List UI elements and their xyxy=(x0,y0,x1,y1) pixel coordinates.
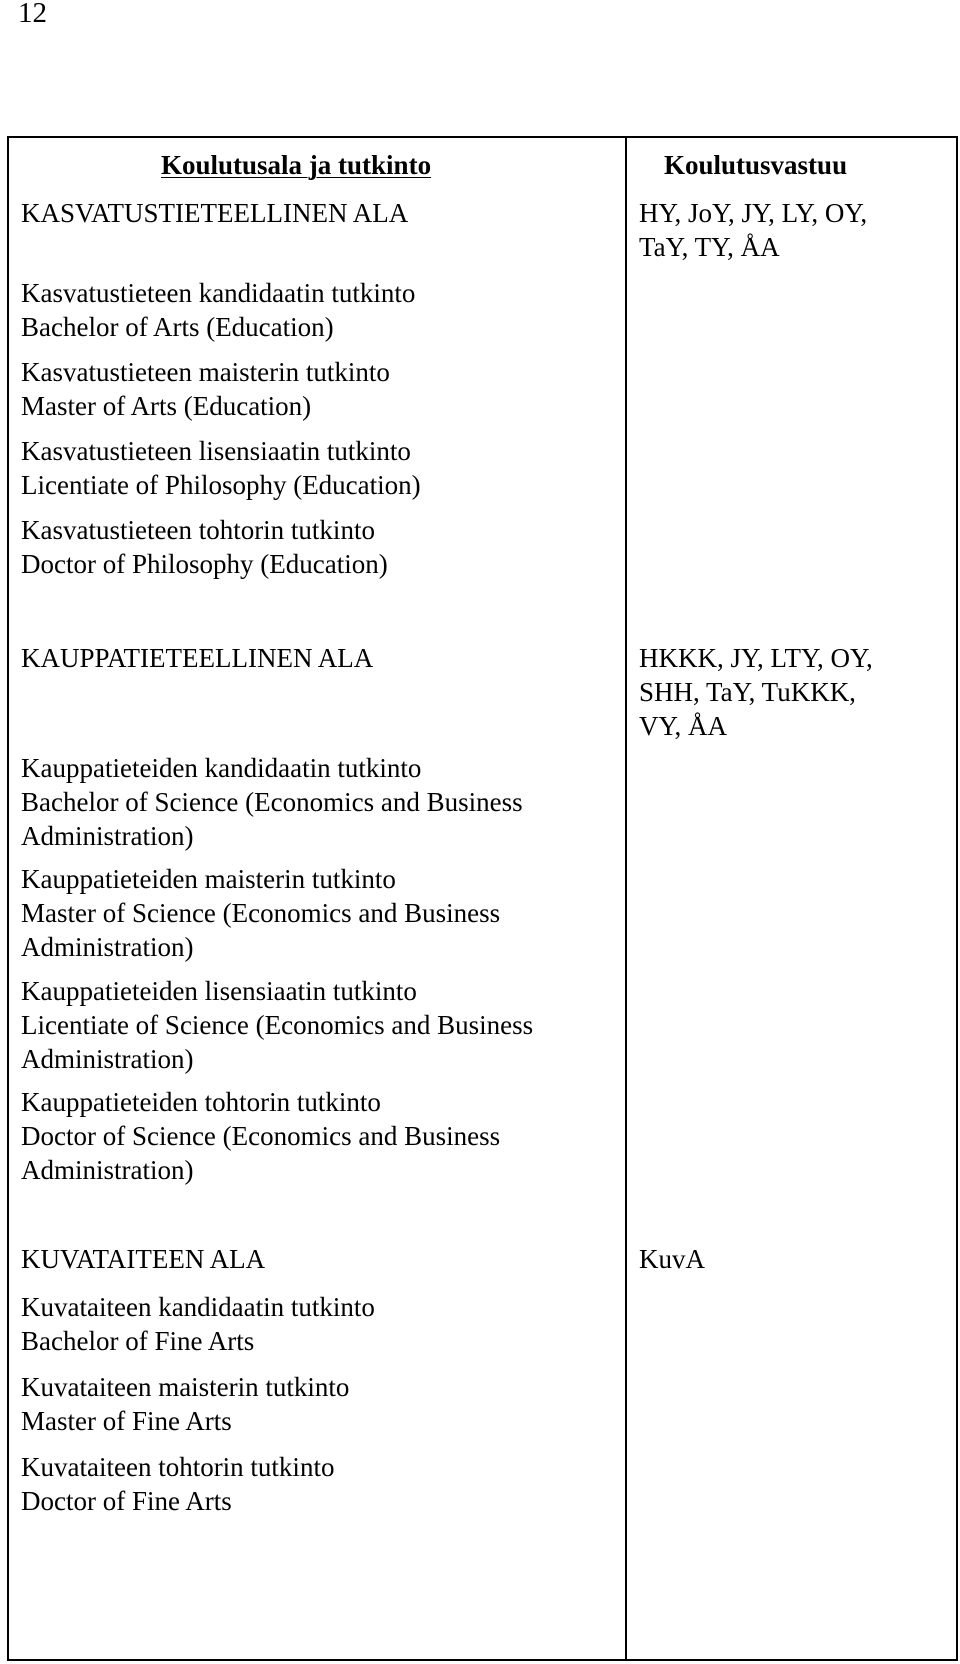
degree-entry xyxy=(21,355,390,423)
degree-en: Administration) xyxy=(21,1044,194,1074)
degree-fi: Kasvatustieteen kandidaatin tutkinto xyxy=(21,278,416,308)
degree-en: Administration) xyxy=(21,1155,194,1185)
degree-entry xyxy=(21,751,523,853)
header-responsibility: Koulutusvastuu xyxy=(664,150,848,180)
degree-en: Master of Fine Arts xyxy=(21,1406,232,1436)
degree-entry xyxy=(21,1290,375,1358)
degree-entry xyxy=(21,513,388,581)
section-title-kasvatus: KASVATUSTIETEELLINEN ALA xyxy=(21,198,409,228)
degree-entry xyxy=(21,862,500,964)
responsibility-kasvatus xyxy=(639,196,867,264)
degree-en: Licentiate of Science (Economics and Business xyxy=(21,1010,534,1040)
responsibility-line: VY, ÅA xyxy=(639,711,728,741)
degree-entry xyxy=(21,1085,500,1187)
degree-fi: Kuvataiteen maisterin tutkinto xyxy=(21,1372,350,1402)
section-title-kauppa: KAUPPATIETEELLINEN ALA xyxy=(21,643,374,673)
degree-en: Doctor of Fine Arts xyxy=(21,1486,232,1516)
degree-en: Bachelor of Fine Arts xyxy=(21,1326,255,1356)
degree-fi: Kauppatieteiden kandidaatin tutkinto xyxy=(21,753,422,783)
responsibility-kauppa xyxy=(639,641,873,743)
page-number: 12 xyxy=(18,0,47,29)
responsibility-line: KuvA xyxy=(639,1244,705,1274)
degree-fi: Kauppatieteiden maisterin tutkinto xyxy=(21,864,396,894)
degree-fi: Kauppatieteiden tohtorin tutkinto xyxy=(21,1087,381,1117)
degree-en: Master of Science (Economics and Business xyxy=(21,898,501,928)
degree-en: Master of Arts (Education) xyxy=(21,391,312,421)
degree-en: Administration) xyxy=(21,821,194,851)
degree-en: Bachelor of Arts (Education) xyxy=(21,312,334,342)
degree-entry xyxy=(21,276,415,344)
degree-fi: Kuvataiteen kandidaatin tutkinto xyxy=(21,1292,375,1322)
section-title-kuvataide: KUVATAITEEN ALA xyxy=(21,1244,266,1274)
degree-entry xyxy=(21,434,421,502)
responsibility-line: SHH, TaY, TuKKK, xyxy=(639,677,856,707)
responsibility-kuvataide xyxy=(639,1242,705,1276)
degree-entry xyxy=(21,1450,334,1518)
degree-en: Doctor of Science (Economics and Business xyxy=(21,1121,501,1151)
degree-en: Licentiate of Philosophy (Education) xyxy=(21,470,421,500)
degree-fi: Kasvatustieteen tohtorin tutkinto xyxy=(21,515,375,545)
degree-fi: Kasvatustieteen lisensiaatin tutkinto xyxy=(21,436,411,466)
degree-fi: Kasvatustieteen maisterin tutkinto xyxy=(21,357,390,387)
degree-entry xyxy=(21,1370,349,1438)
column-divider xyxy=(625,138,627,1659)
degree-fi: Kuvataiteen tohtorin tutkinto xyxy=(21,1452,335,1482)
degree-entry xyxy=(21,974,533,1076)
degree-en: Doctor of Philosophy (Education) xyxy=(21,549,388,579)
degree-table xyxy=(7,136,958,1661)
degree-fi: Kauppatieteiden lisensiaatin tutkinto xyxy=(21,976,417,1006)
degree-en: Administration) xyxy=(21,932,194,962)
header-field: Koulutusala ja tutkinto xyxy=(161,150,432,180)
degree-en: Bachelor of Science (Economics and Business xyxy=(21,787,523,817)
responsibility-line: HY, JoY, JY, LY, OY, xyxy=(639,198,868,228)
responsibility-line: TaY, TY, ÅA xyxy=(639,232,780,262)
responsibility-line: HKKK, JY, LTY, OY, xyxy=(639,643,873,673)
